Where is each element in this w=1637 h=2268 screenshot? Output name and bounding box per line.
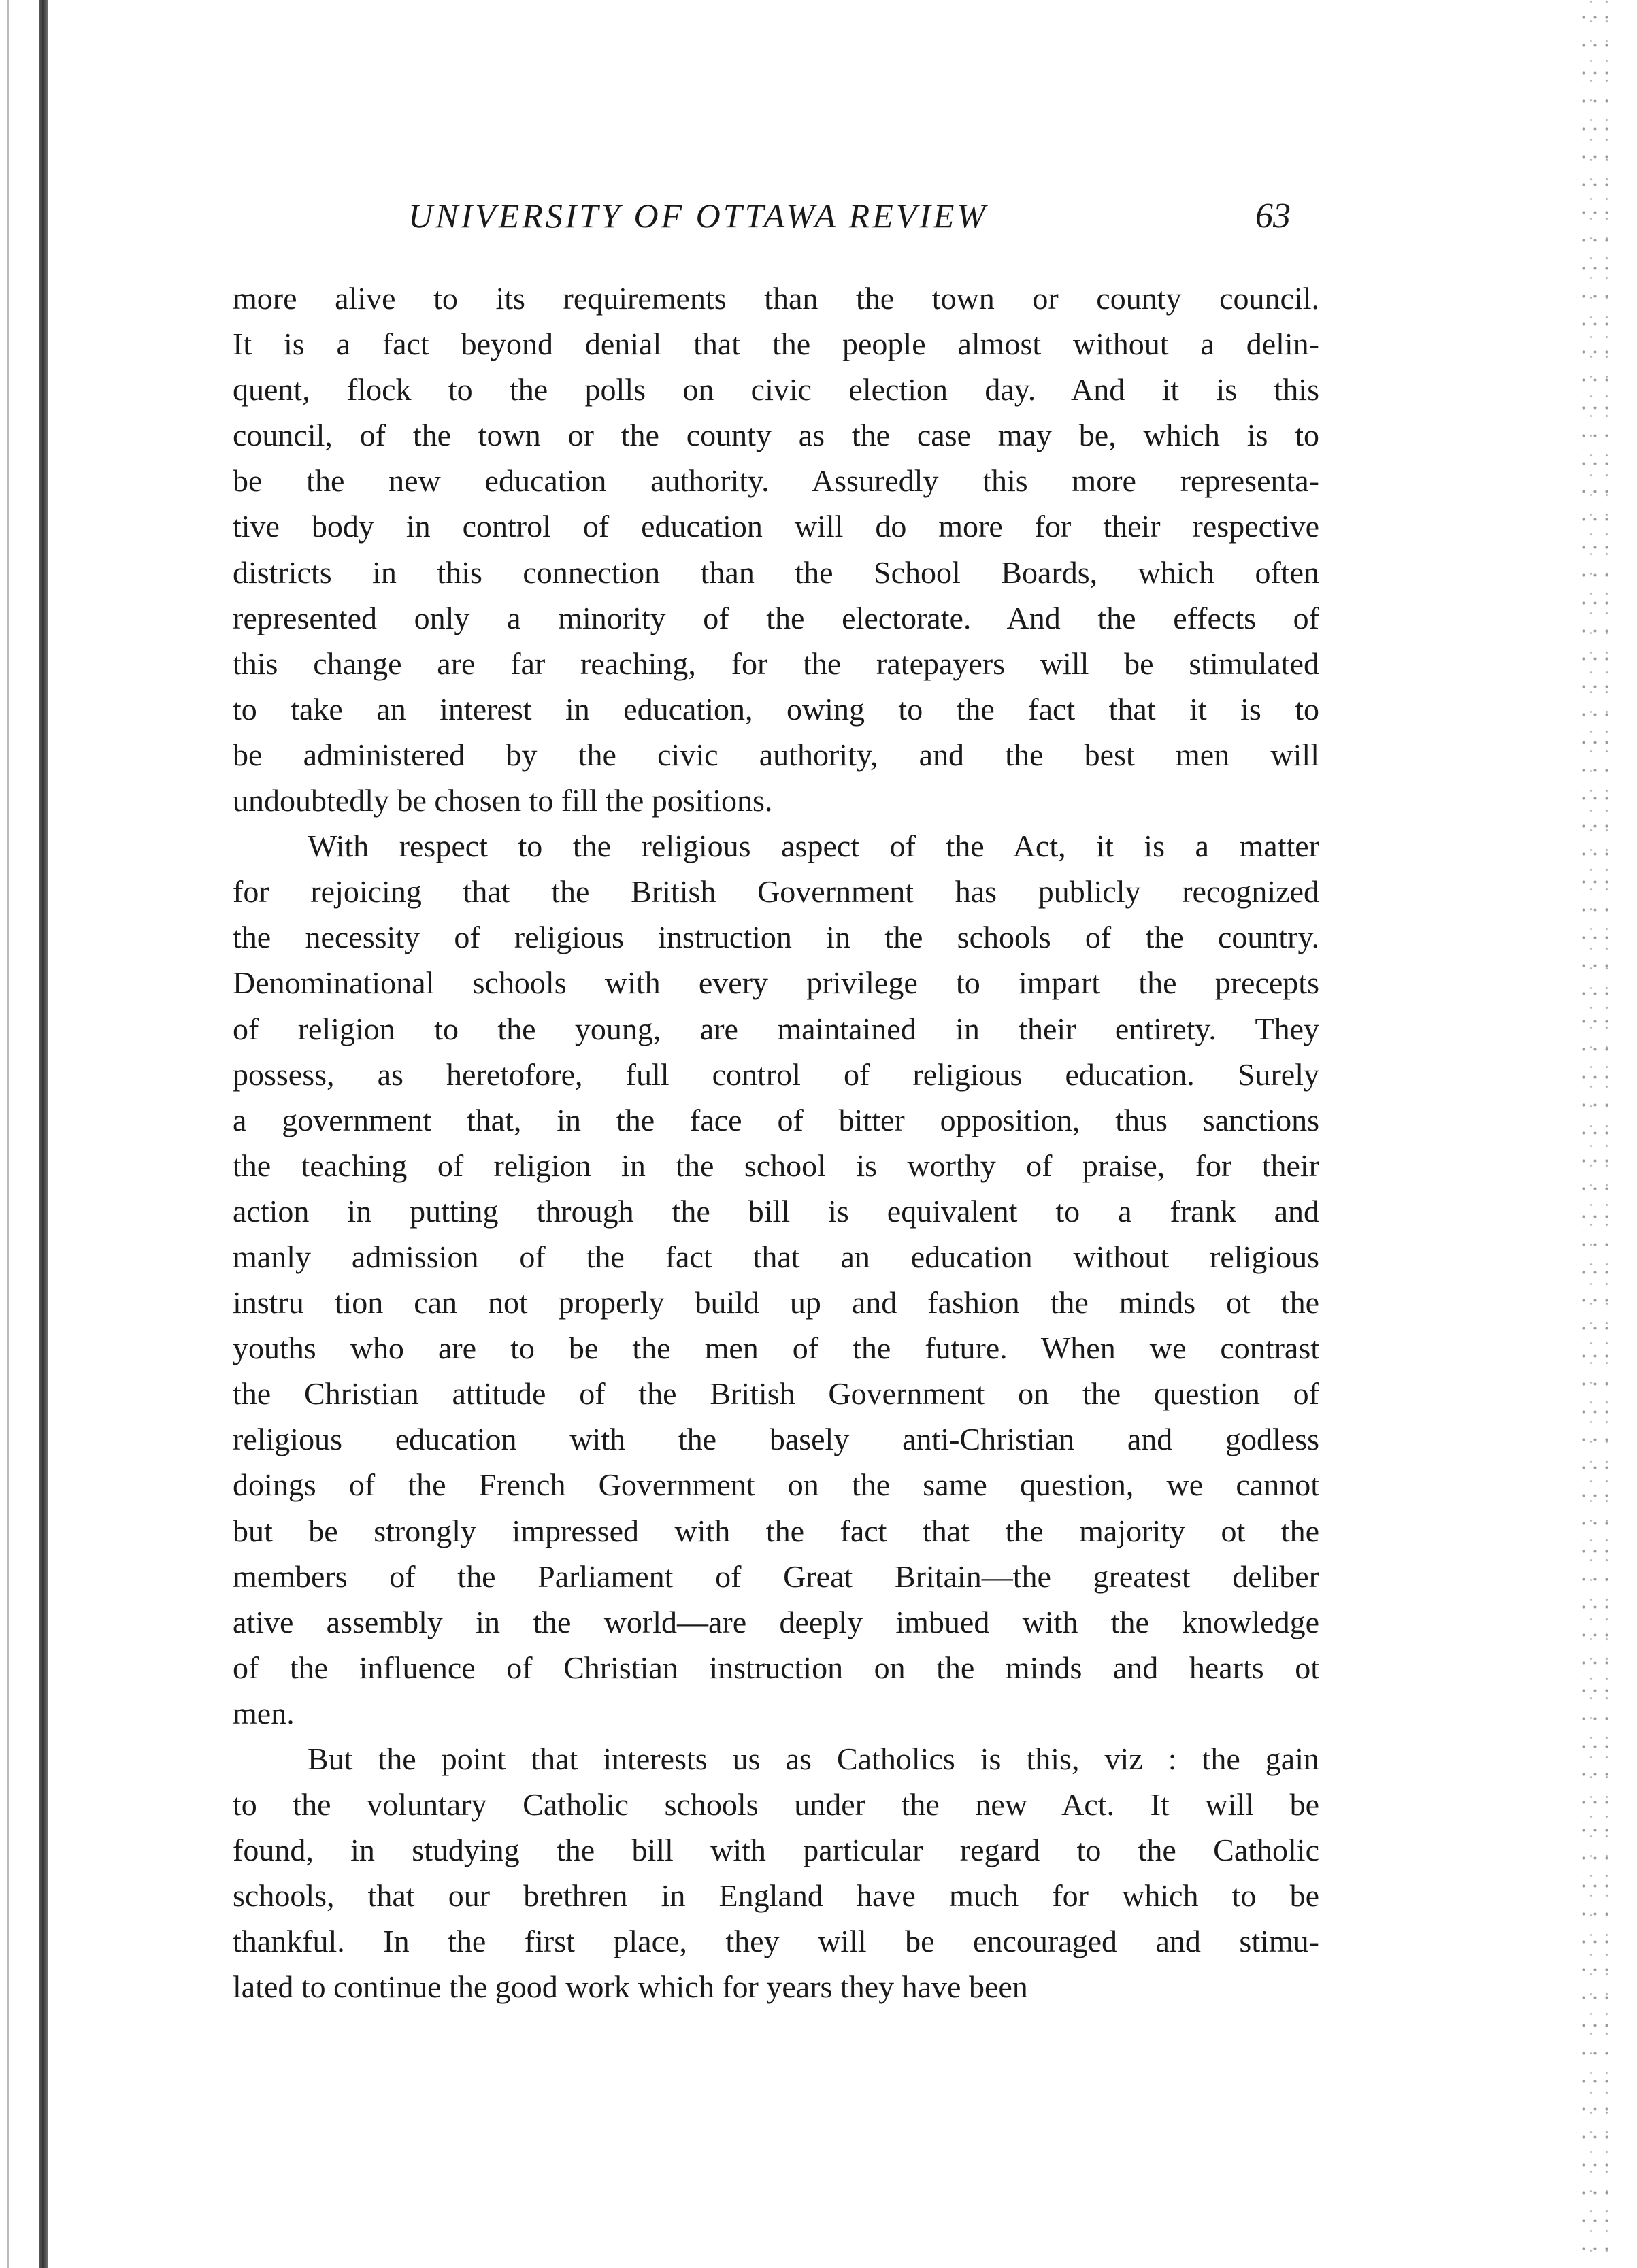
- text-line: Denominational schools with every privilege to impart the precepts: [233, 965, 1319, 1001]
- text-line: members of the Parliament of Great Britain—the greatest deliber: [233, 1558, 1319, 1594]
- text-line: districts in this connection than the School Boards, which often: [233, 554, 1319, 590]
- text-line: men.: [233, 1695, 295, 1731]
- text-line: tive body in control of education will do more for their respective: [233, 509, 1319, 544]
- text-line: to the voluntary Catholic schools under the new Act. It will be: [233, 1787, 1319, 1822]
- paragraph: [233, 276, 1319, 823]
- running-title: UNIVERSITY OF OTTAWA REVIEW: [408, 197, 989, 235]
- text-line: thankful. In the first place, they will be encouraged and stimu-: [233, 1924, 1319, 1959]
- page-header: [408, 196, 1361, 244]
- text-line: With respect to the religious aspect of the Act, it is a matter: [308, 829, 1319, 864]
- paragraph: [233, 823, 1319, 1736]
- text-line: of religion to the young, are maintained in their entirety. They: [233, 1011, 1319, 1046]
- text-line: be administered by the civic authority, and the best men will: [233, 737, 1319, 772]
- text-line: instru tion can not properly build up and fashion the minds ot the: [233, 1285, 1319, 1320]
- text-line: quent, flock to the polls on civic election day. And it is this: [233, 372, 1319, 407]
- text-line: a government that, in the face of bitter opposition, thus sanctions: [233, 1102, 1319, 1137]
- text-line: found, in studying the bill with particular regard to the Catholic: [233, 1833, 1319, 1868]
- page-number: 63: [1255, 197, 1291, 235]
- page-edge-left: [7, 0, 9, 2268]
- text-line: But the point that interests us as Catholics is this, viz : the gain: [308, 1741, 1319, 1776]
- text-line: action in putting through the bill is equivalent to a frank and: [233, 1193, 1319, 1229]
- paragraph: [233, 1736, 1319, 2010]
- body-text: [233, 276, 1319, 2010]
- text-line: manly admission of the fact that an education without religious: [233, 1239, 1319, 1274]
- binding-edge: [39, 0, 48, 2268]
- text-line: of the influence of Christian instruction on the minds and hearts ot: [233, 1650, 1319, 1685]
- text-line: more alive to its requirements than the town or county council.: [233, 281, 1319, 316]
- text-line: the Christian attitude of the British Government on the question of: [233, 1376, 1319, 1412]
- page-edge-right: [1576, 0, 1617, 2268]
- text-line: the teaching of religion in the school is worthy of praise, for their: [233, 1148, 1319, 1183]
- text-line: It is a fact beyond denial that the people almost without a delin-: [233, 327, 1319, 362]
- text-line: possess, as heretofore, full control of religious education. Surely: [233, 1056, 1319, 1092]
- text-line: to take an interest in education, owing to the fact that it is to: [233, 691, 1319, 727]
- text-line: be the new education authority. Assuredly this more representa-: [233, 463, 1319, 499]
- text-line: undoubtedly be chosen to fill the positions.: [233, 783, 773, 818]
- text-line: youths who are to be the men of the future. When we contrast: [233, 1331, 1319, 1366]
- text-line: religious education with the basely anti-Christian and godless: [233, 1422, 1319, 1457]
- text-line: doings of the French Government on the same question, we cannot: [233, 1467, 1319, 1503]
- text-line: but be strongly impressed with the fact that the majority ot the: [233, 1513, 1319, 1548]
- text-line: schools, that our brethren in England have much for which to be: [233, 1878, 1319, 1914]
- text-line: for rejoicing that the British Government has publicly recognized: [233, 874, 1319, 910]
- text-line: represented only a minority of the electorate. And the effects of: [233, 600, 1319, 635]
- text-line: this change are far reaching, for the ratepayers will be stimulated: [233, 646, 1319, 681]
- text-line: council, of the town or the county as the case may be, which is to: [233, 418, 1319, 453]
- text-line: lated to continue the good work which for years they have been: [233, 1969, 1028, 2005]
- text-line: ative assembly in the world—are deeply imbued with the knowledge: [233, 1604, 1319, 1639]
- text-line: the necessity of religious instruction in the schools of the country.: [233, 920, 1319, 955]
